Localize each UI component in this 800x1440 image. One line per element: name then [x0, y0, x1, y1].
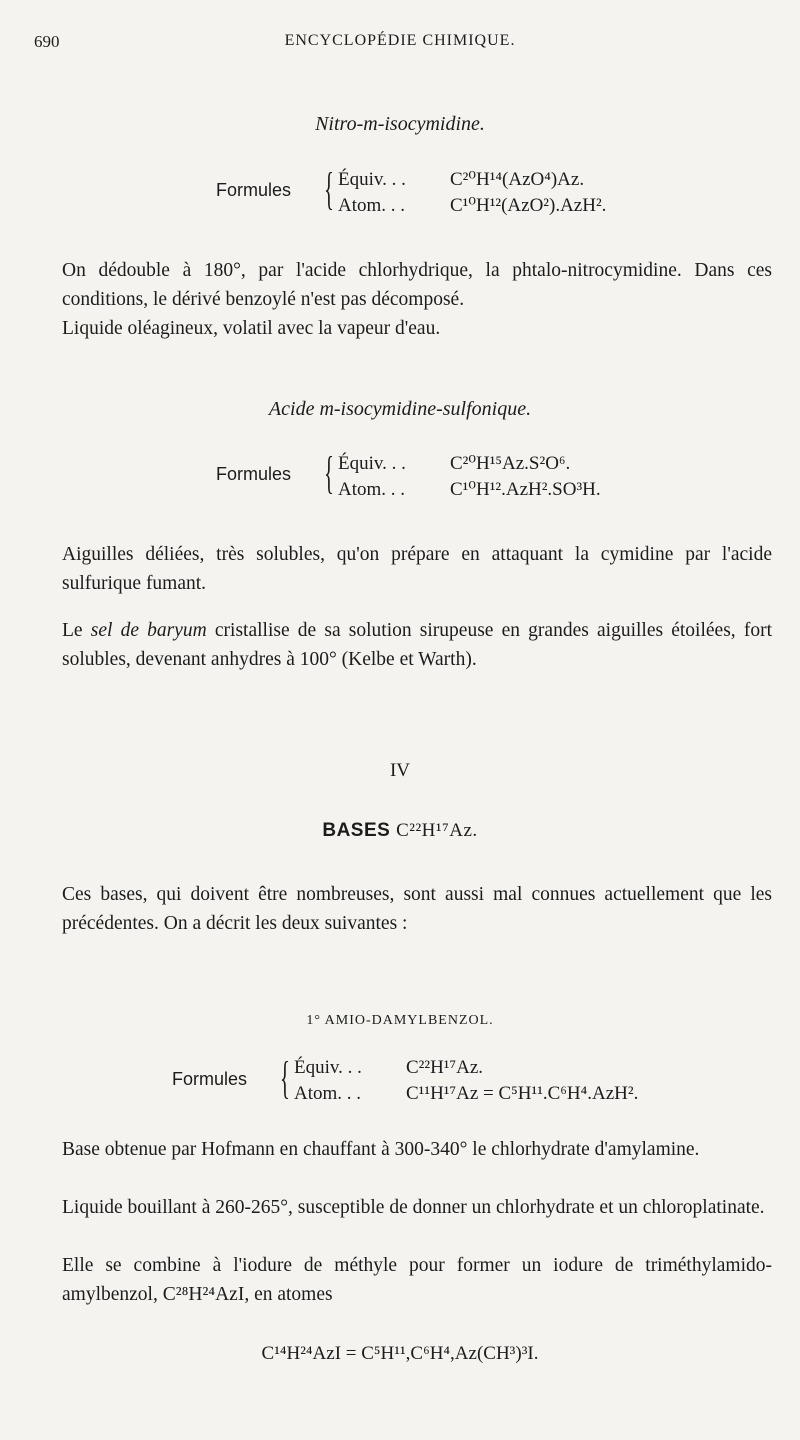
formula-row-equiv [294, 1057, 483, 1079]
formula-block-amido [172, 1052, 652, 1107]
formula-row-atom [338, 194, 606, 217]
formulas-label: Formules [216, 464, 292, 484]
paragraph: On dédouble à 180°, par l'acide chlorhydrique, la phtalo-nitrocymidine. Dans ces conditions, le dérivé benzoylé n'est pas décomposé. [62, 260, 772, 310]
formula-row-equiv [338, 452, 570, 475]
running-title: ENCYCLOPÉDIE CHIMIQUE. [284, 32, 516, 49]
equiv-label: Équiv. . . [338, 169, 406, 190]
equation: C¹⁴H²⁴AzI = C⁵H¹¹,C⁶H⁴,Az(CH³)³I. [261, 1343, 539, 1364]
paragraph: Elle se combine à l'iodure de méthyle pour former un iodure de triméthylamido-amylbenzol, C²⁸H²⁴AzI, en atomes [62, 1255, 772, 1305]
atom-formula: C¹⁰H¹².AzH².SO³H. [450, 479, 601, 500]
formulas-label: Formules [172, 1069, 248, 1089]
paragraph-text: cristallise de sa solution sirupeuse en grandes aiguilles étoilées, fort solubles, devenant anhydres à 100° (Kelbe et Warth). [62, 620, 772, 670]
equiv-formula: C²²H¹⁷Az. [406, 1057, 484, 1078]
page-number: 690 [34, 32, 60, 51]
formula-row-equiv [338, 168, 584, 191]
atom-label: Atom. . . [294, 1083, 362, 1104]
atom-label: Atom. . . [338, 195, 406, 216]
section-number: IV [389, 760, 411, 781]
compound-title-amido: 1° AMIO-DAMYLBENZOL. [306, 1013, 494, 1028]
formula-block-sulfonic [216, 447, 696, 502]
formulas-label: Formules [216, 180, 292, 200]
equiv-formula: C²⁰H¹⁴(AzO⁴)Az. [450, 169, 585, 190]
atom-formula: C¹¹H¹⁷Az = C⁵H¹¹.C⁶H⁴.AzH². [406, 1083, 639, 1104]
equiv-label: Équiv. . . [338, 453, 406, 474]
paragraph: Aiguilles déliées, très solubles, qu'on prépare en attaquant la cymidine par l'acide sulfurique fumant. [62, 544, 772, 594]
atom-formula: C¹⁰H¹²(AzO²).AzH². [450, 195, 607, 216]
paragraph: Liquide bouillant à 260-265°, susceptible de donner un chlorhydrate et un chloroplatinate. [62, 1197, 765, 1218]
page-header [34, 32, 766, 56]
brace-icon: { [324, 163, 334, 214]
emphasis-text: sel de baryum [90, 620, 207, 641]
formula-block-nitro [216, 163, 696, 218]
equiv-formula: C²⁰H¹⁵Az.S²O⁶. [450, 453, 571, 474]
section-heading-formula: C²²H¹⁷Az. [396, 820, 478, 841]
section-heading-word: BASES [322, 820, 391, 841]
paragraph: Base obtenue par Hofmann en chauffant à 300-340° le chlorhydrate d'amylamine. [62, 1139, 700, 1160]
compound-title-sulfonic: Acide m-isocymidine-sulfonique. [268, 398, 532, 420]
atom-label: Atom. . . [338, 479, 406, 500]
brace-icon: { [280, 1052, 290, 1103]
formula-row-atom [338, 478, 601, 501]
paragraph-text: Le [62, 620, 91, 641]
brace-icon: { [324, 447, 334, 498]
paragraph [62, 616, 772, 674]
paragraph: Ces bases, qui doivent être nombreuses, sont aussi mal connues actuellement que les précédentes. On a décrit les deux suivantes : [62, 884, 772, 934]
equiv-label: Équiv. . . [294, 1057, 362, 1078]
compound-title-nitro: Nitro-m-isocymidine. [315, 113, 485, 135]
paragraph: Liquide oléagineux, volatil avec la vapeur d'eau. [62, 318, 441, 339]
formula-row-atom [294, 1083, 638, 1105]
section-heading [0, 820, 800, 842]
